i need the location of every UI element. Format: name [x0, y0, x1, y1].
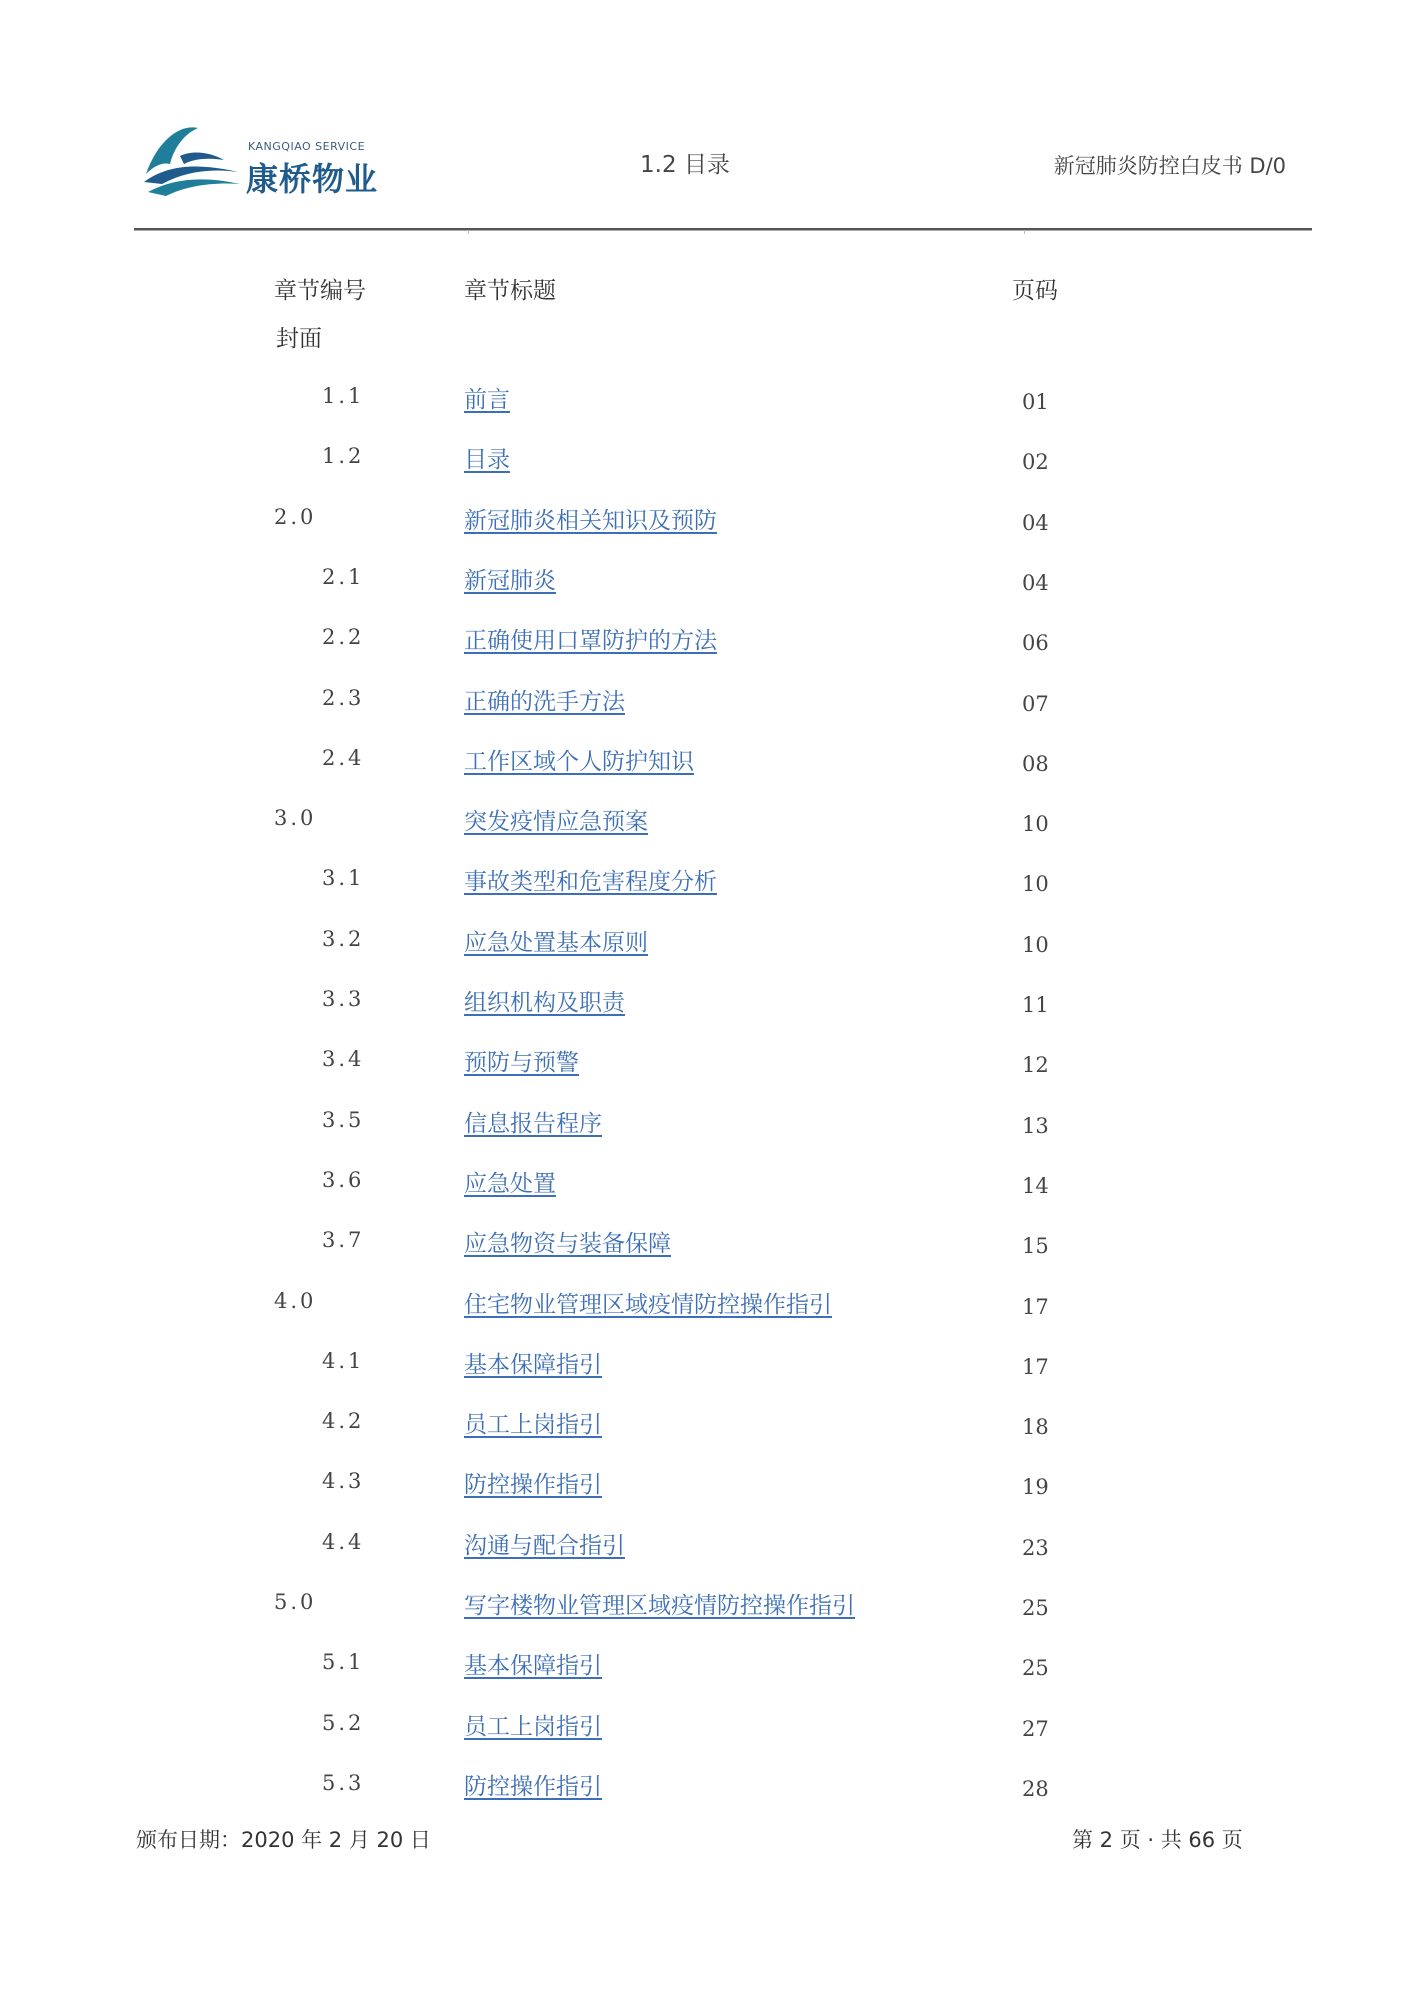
toc-title-link[interactable]: 防控操作指引 [464, 1472, 602, 1499]
toc-row [0, 1590, 1414, 1630]
toc-title-link[interactable]: 新冠肺炎 [464, 567, 556, 594]
toc-page-number: 08 [1022, 751, 1049, 776]
column-header-title: 章节标题 [464, 278, 556, 304]
toc-page-number: 04 [1022, 510, 1049, 535]
toc-row [0, 1771, 1414, 1811]
toc-page-number: 25 [1022, 1596, 1049, 1620]
toc-title-link[interactable]: 正确使用口罩防护的方法 [464, 628, 717, 655]
toc-row [0, 625, 1414, 665]
toc-section-number: 2.4 [322, 745, 365, 770]
header-divider [134, 228, 1312, 231]
toc-row [0, 1289, 1414, 1329]
toc-section-number: 5.3 [322, 1770, 365, 1795]
toc-title-link[interactable]: 防控操作指引 [464, 1773, 602, 1800]
toc-title-link[interactable]: 基本保障指引 [464, 1653, 602, 1680]
toc-section-number: 3.3 [322, 987, 365, 1011]
section-title: 1.2 目录 [640, 152, 730, 178]
toc-page-number: 07 [1022, 691, 1049, 716]
toc-section-number: 4.1 [322, 1348, 365, 1373]
toc-page-number: 27 [1022, 1716, 1049, 1741]
toc-section-number: 2.3 [322, 685, 365, 710]
toc-section-number: 3.7 [322, 1228, 365, 1253]
page-header [0, 0, 1414, 240]
toc-page-number: 15 [1022, 1234, 1049, 1259]
toc-title-link[interactable]: 住宅物业管理区域疫情防控操作指引 [464, 1291, 832, 1318]
toc-page-number: 17 [1022, 1354, 1049, 1379]
issue-date: 颁布日期：2020 年 2 月 20 日 [136, 1828, 431, 1852]
toc-row [0, 1108, 1414, 1148]
toc-title-link[interactable]: 目录 [464, 447, 510, 474]
toc-page-number: 25 [1022, 1656, 1049, 1681]
toc-section-number: 4.4 [322, 1529, 365, 1554]
toc-row [0, 1349, 1414, 1389]
toc-row [0, 987, 1414, 1027]
toc-title-link[interactable]: 事故类型和危害程度分析 [464, 869, 717, 896]
toc-title-link[interactable]: 基本保障指引 [464, 1351, 602, 1378]
toc-section-number: 3.4 [322, 1047, 365, 1072]
toc-page-number: 28 [1022, 1776, 1049, 1801]
toc-title-link[interactable]: 应急物资与装备保障 [464, 1231, 671, 1258]
toc-section-number: 2.2 [322, 625, 365, 650]
column-header-number: 章节编号 [274, 278, 366, 304]
toc-row [0, 866, 1414, 906]
toc-title-link[interactable]: 突发疫情应急预案 [464, 809, 648, 836]
toc-section-number: 5.0 [274, 1590, 317, 1614]
toc-page-number: 11 [1022, 993, 1049, 1017]
logo-english-text: KANGQIAO SERVICE [248, 140, 366, 153]
toc-section-number: 4.3 [322, 1469, 365, 1494]
toc-section-number: 2.1 [322, 564, 365, 589]
toc-title-link[interactable]: 应急处置基本原则 [464, 929, 648, 956]
toc-row [0, 1530, 1414, 1570]
toc-page-number: 19 [1022, 1475, 1049, 1500]
toc-section-number: 5.1 [322, 1650, 365, 1675]
toc-title-link[interactable]: 工作区域个人防护知识 [464, 748, 694, 775]
toc-title-link[interactable]: 员工上岗指引 [464, 1412, 602, 1439]
toc-row [0, 806, 1414, 846]
toc-title-link[interactable]: 组织机构及职责 [464, 990, 625, 1016]
toc-page-number: 02 [1022, 450, 1049, 475]
toc-section-number: 3.1 [322, 866, 365, 891]
toc-row [0, 384, 1414, 424]
toc-row [0, 1168, 1414, 1208]
toc-section-number: 4.2 [322, 1409, 365, 1434]
toc-title-link[interactable]: 前言 [464, 387, 510, 413]
toc-title-link[interactable]: 预防与预警 [464, 1050, 579, 1077]
document-title: 新冠肺炎防控白皮书 D/0 [1053, 154, 1286, 178]
toc-row [0, 927, 1414, 967]
logo-chinese-text: 康桥物业 [246, 160, 379, 198]
toc-page-number: 01 [1022, 390, 1049, 414]
column-header-page: 页码 [1012, 278, 1058, 304]
company-logo [140, 122, 380, 198]
toc-row [0, 1650, 1414, 1690]
page-counter: 第 2 页 · 共 66 页 [1072, 1828, 1243, 1852]
toc-section-number: 3.2 [322, 926, 365, 951]
toc-title-link[interactable]: 正确的洗手方法 [464, 688, 625, 715]
toc-row [0, 1047, 1414, 1087]
toc-title-link[interactable]: 沟通与配合指引 [464, 1532, 625, 1559]
toc-row [0, 686, 1414, 726]
toc-page-number: 10 [1022, 932, 1049, 957]
toc-page-number: 23 [1022, 1535, 1049, 1560]
toc-section-number: 3.6 [322, 1167, 365, 1192]
toc-title-link[interactable]: 写字楼物业管理区域疫情防控操作指引 [464, 1593, 855, 1619]
toc-section-number: 2.0 [274, 504, 317, 529]
toc-page-number: 10 [1022, 812, 1049, 837]
toc-title-link[interactable]: 信息报告程序 [464, 1110, 602, 1137]
divider-tick [1024, 230, 1025, 234]
toc-section-number: 5.2 [322, 1710, 365, 1735]
toc-page-number: 18 [1022, 1415, 1049, 1440]
toc-page-number: 10 [1022, 872, 1049, 897]
toc-row [0, 1469, 1414, 1509]
toc-row [0, 444, 1414, 484]
toc-row [0, 1228, 1414, 1268]
toc-page-number: 12 [1022, 1053, 1049, 1078]
toc-row [0, 565, 1414, 605]
toc-page-number: 04 [1022, 570, 1049, 595]
toc-section-number: 1.1 [322, 384, 365, 408]
cover-entry: 封面 [276, 326, 322, 352]
toc-row [0, 505, 1414, 545]
toc-row [0, 746, 1414, 786]
toc-page-number: 14 [1022, 1173, 1049, 1198]
toc-page-number: 06 [1022, 631, 1049, 656]
toc-row [0, 1409, 1414, 1449]
toc-title-link[interactable]: 员工上岗指引 [464, 1713, 602, 1740]
toc-section-number: 3.5 [322, 1107, 365, 1132]
toc-row [0, 1711, 1414, 1751]
toc-page-number: 17 [1022, 1294, 1049, 1319]
toc-section-number: 3.0 [274, 806, 317, 831]
toc-title-link[interactable]: 应急处置 [464, 1170, 556, 1197]
toc-section-number: 1.2 [322, 444, 365, 469]
wave-logo-icon [140, 122, 244, 198]
toc-section-number: 4.0 [274, 1288, 317, 1313]
divider-tick [468, 230, 469, 234]
toc-page-number: 13 [1022, 1113, 1049, 1138]
toc-title-link[interactable]: 新冠肺炎相关知识及预防 [464, 507, 717, 534]
